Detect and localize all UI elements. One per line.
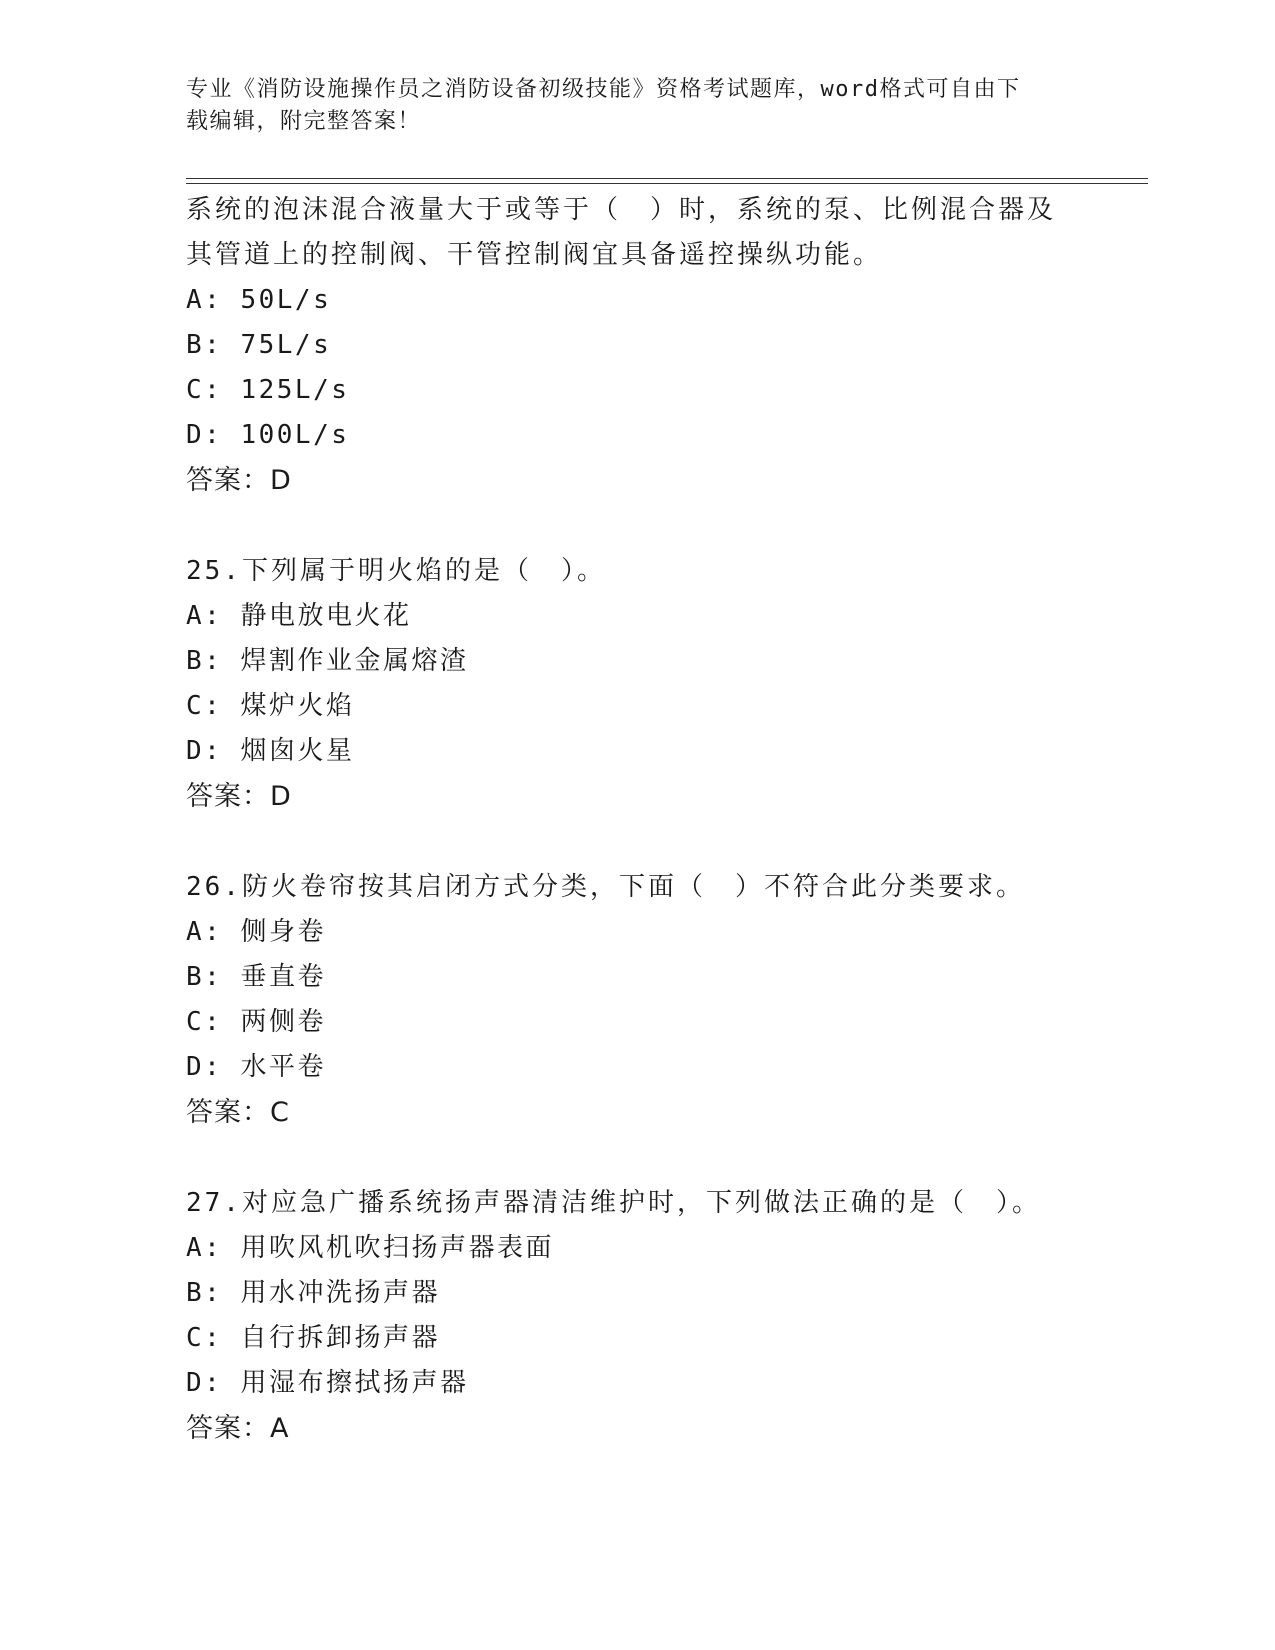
answer-text: 答案：D bbox=[186, 781, 292, 812]
option-a: A: 静电放电火花 bbox=[186, 601, 412, 631]
question-text: 27.对应急广播系统扬声器清洁维护时，下列做法正确的是（ ）。 bbox=[186, 1188, 1041, 1218]
question-block bbox=[186, 1181, 1086, 1451]
option-c: C: 125L/s bbox=[186, 375, 350, 405]
answer-text: 答案：A bbox=[186, 1413, 290, 1444]
header-divider-bottom bbox=[186, 183, 1148, 184]
question-list bbox=[186, 188, 1086, 1451]
spacer bbox=[186, 819, 1086, 865]
option-a: A: 侧身卷 bbox=[186, 917, 326, 947]
header-line-1: 专业《消防设施操作员之消防设备初级技能》资格考试题库，word格式可自由下 bbox=[186, 77, 1021, 102]
answer-text: 答案：C bbox=[186, 1097, 290, 1128]
question-text: 其管道上的控制阀、干管控制阀宜具备遥控操纵功能。 bbox=[186, 240, 883, 270]
question-text: 系统的泡沫混合液量大于或等于（ ）时，系统的泵、比例混合器及 bbox=[186, 195, 1057, 225]
option-a: A: 用吹风机吹扫扬声器表面 bbox=[186, 1233, 554, 1263]
option-c: C: 煤炉火焰 bbox=[186, 691, 355, 721]
option-a: A: 50L/s bbox=[186, 285, 332, 315]
option-c: C: 自行拆卸扬声器 bbox=[186, 1323, 440, 1353]
option-d: D: 100L/s bbox=[186, 420, 350, 450]
header-divider-top bbox=[186, 178, 1148, 179]
header-line-2: 载编辑，附完整答案！ bbox=[186, 109, 422, 134]
option-d: D: 水平卷 bbox=[186, 1052, 326, 1082]
question-block bbox=[186, 549, 1086, 819]
option-b: B: 75L/s bbox=[186, 330, 332, 360]
option-c: C: 两侧卷 bbox=[186, 1007, 326, 1037]
option-b: B: 焊割作业金属熔渣 bbox=[186, 646, 469, 676]
spacer bbox=[186, 1135, 1086, 1181]
option-d: D: 烟囱火星 bbox=[186, 736, 355, 766]
question-block bbox=[186, 865, 1086, 1135]
spacer bbox=[186, 503, 1086, 549]
question-block bbox=[186, 188, 1086, 503]
document-header bbox=[186, 74, 1066, 138]
option-d: D: 用湿布擦拭扬声器 bbox=[186, 1368, 469, 1398]
question-text: 25.下列属于明火焰的是（ ）。 bbox=[186, 556, 606, 586]
option-b: B: 用水冲洗扬声器 bbox=[186, 1278, 440, 1308]
question-text: 26.防火卷帘按其启闭方式分类，下面（ ）不符合此分类要求。 bbox=[186, 872, 1025, 902]
option-b: B: 垂直卷 bbox=[186, 962, 326, 992]
answer-text: 答案：D bbox=[186, 465, 292, 496]
